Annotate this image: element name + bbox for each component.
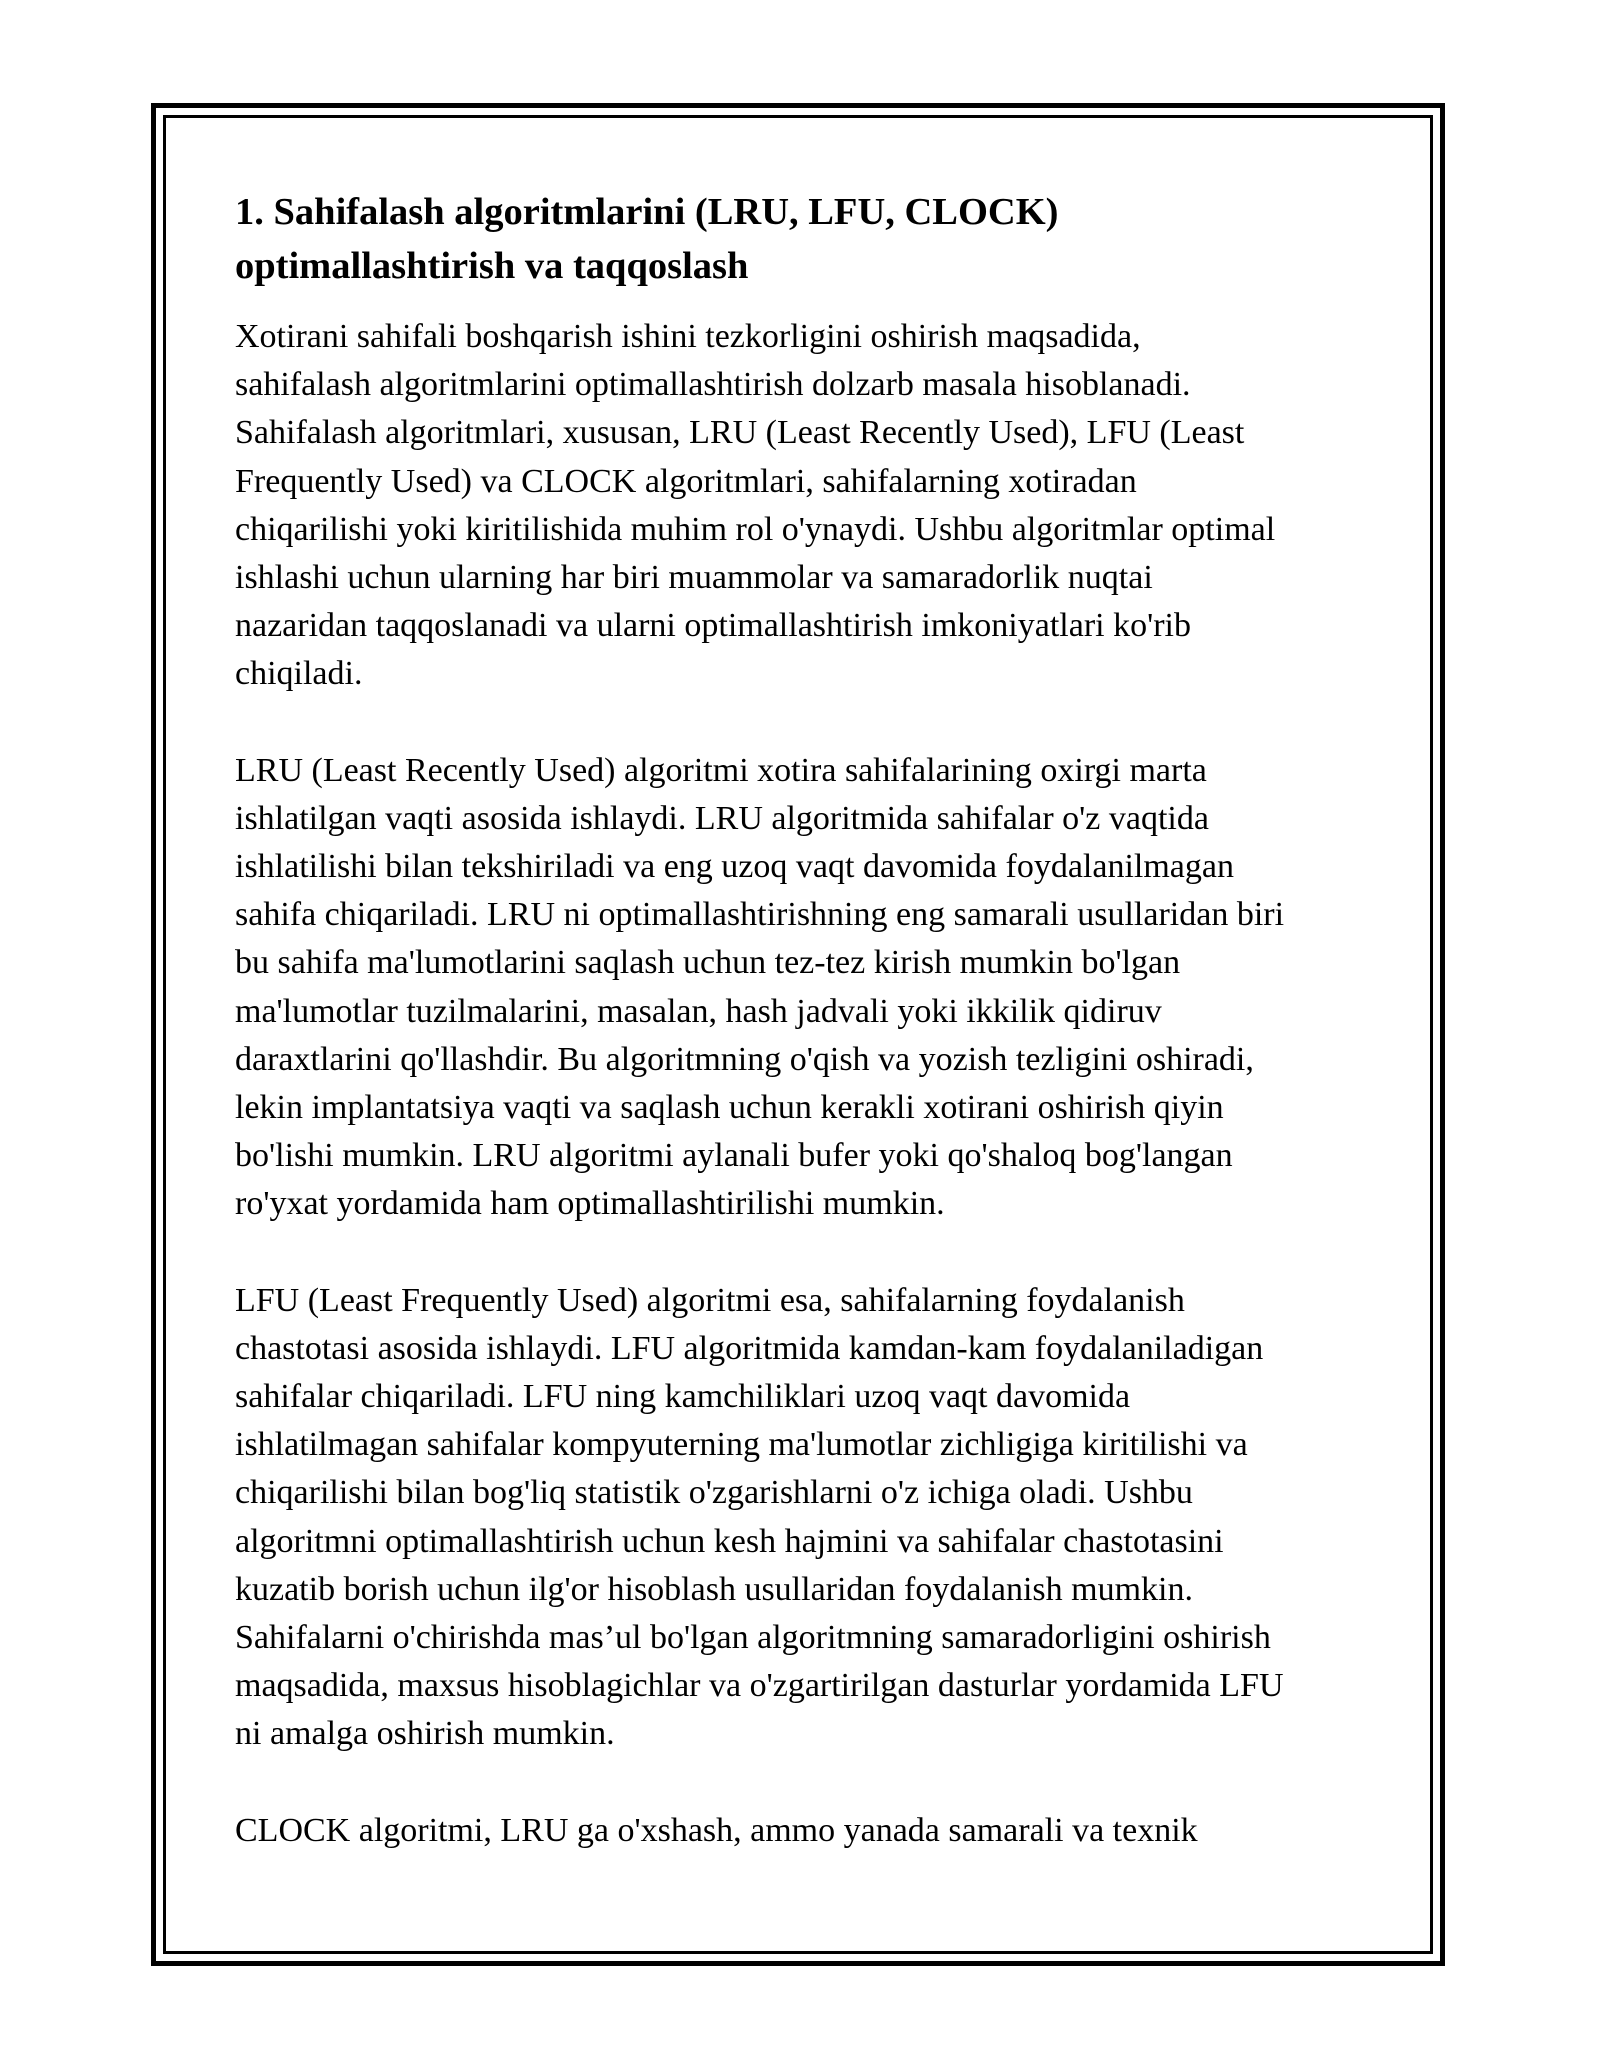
text-line: sahifalash algoritmlarini optimallashtirish dolzarb masala hisoblanadi.	[235, 366, 1191, 404]
text-line: chastotasi asosida ishlaydi. LFU algoritmida kamdan-kam foydalaniladigan	[235, 1329, 1264, 1367]
paragraph-lru	[235, 747, 1370, 1229]
text-line: nazaridan taqqoslanadi va ularni optimallashtirish imkoniyatlari ko'rib	[235, 607, 1191, 645]
text-line: LFU (Least Frequently Used) algoritmi esa, sahifalarning foydalanish	[235, 1281, 1185, 1319]
text-line: sahifalar chiqariladi. LFU ning kamchiliklari uzoq vaqt davomida	[235, 1378, 1131, 1416]
paragraph-clock	[235, 1807, 1370, 1855]
text-line: chiqiladi.	[235, 655, 363, 693]
text-line: ishlatilgan vaqti asosida ishlaydi. LRU algoritmida sahifalar o'z vaqtida	[235, 799, 1209, 837]
text-line: ishlashi uchun ularning har biri muammolar va samaradorlik nuqtai	[235, 559, 1153, 597]
section-title-line: optimallashtirish va taqqoslash	[235, 245, 749, 287]
text-line: ishlatilmagan sahifalar kompyuterning ma'lumotlar zichligiga kiritilishi va	[235, 1426, 1248, 1464]
text-line: bo'lishi mumkin. LRU algoritmi aylanali bufer yoki qo'shaloq bog'langan	[235, 1137, 1233, 1175]
text-line: CLOCK algoritmi, LRU ga o'xshash, ammo yanada samarali va texnik	[235, 1811, 1198, 1849]
text-line: LRU (Least Recently Used) algoritmi xotira sahifalarining oxirgi marta	[235, 751, 1207, 789]
text-line: maqsadida, maxsus hisoblagichlar va o'zgartirilgan dasturlar yordamida LFU	[235, 1667, 1284, 1705]
text-line: ni amalga oshirish mumkin.	[235, 1715, 615, 1753]
text-line: lekin implantatsiya vaqti va saqlash uchun kerakli xotirani oshirish qiyin	[235, 1089, 1224, 1127]
text-line: Xotirani sahifali boshqarish ishini tezkorligini oshirish maqsadida,	[235, 318, 1141, 355]
text-line: ishlatilishi bilan tekshiriladi va eng uzoq vaqt davomida foydalanilmagan	[235, 848, 1234, 886]
text-line: bu sahifa ma'lumotlarini saqlash uchun tez-tez kirish mumkin bo'lgan	[235, 944, 1181, 982]
paragraph-intro	[235, 313, 1370, 699]
text-line: algoritmni optimallashtirish uchun kesh hajmini va sahifalar chastotasini	[235, 1522, 1224, 1560]
document-body	[235, 185, 1370, 1903]
text-line: kuzatib borish uchun ilg'or hisoblash usullaridan foydalanish mumkin.	[235, 1570, 1193, 1608]
text-line: Frequently Used) va CLOCK algoritmlari, sahifalarning xotiradan	[235, 462, 1137, 500]
text-line: ma'lumotlar tuzilmalarini, masalan, hash jadvali yoki ikkilik qidiruv	[235, 992, 1162, 1030]
text-line: Sahifalash algoritmlari, xususan, LRU (Least Recently Used), LFU (Least	[235, 414, 1245, 452]
text-line: Sahifalarni o'chirishda mas’ul bo'lgan algoritmning samaradorligini oshirish	[235, 1619, 1271, 1657]
text-line: chiqarilishi bilan bog'liq statistik o'zgarishlarni o'z ichiga oladi. Ushbu	[235, 1474, 1193, 1512]
text-line: chiqarilishi yoki kiritilishida muhim rol o'ynaydi. Ushbu algoritmlar optimal	[235, 510, 1276, 548]
paragraph-lfu	[235, 1277, 1370, 1759]
section-title	[235, 185, 1370, 293]
text-line: sahifa chiqariladi. LRU ni optimallashtirishning eng samarali usullaridan biri	[235, 896, 1285, 934]
section-title-line: 1. Sahifalash algoritmlarini (LRU, LFU, CLOCK)	[235, 191, 1059, 233]
text-line: daraxtlarini qo'llashdir. Bu algoritmning o'qish va yozish tezligini oshiradi,	[235, 1040, 1254, 1078]
text-line: ro'yxat yordamida ham optimallashtirilishi mumkin.	[235, 1185, 945, 1223]
